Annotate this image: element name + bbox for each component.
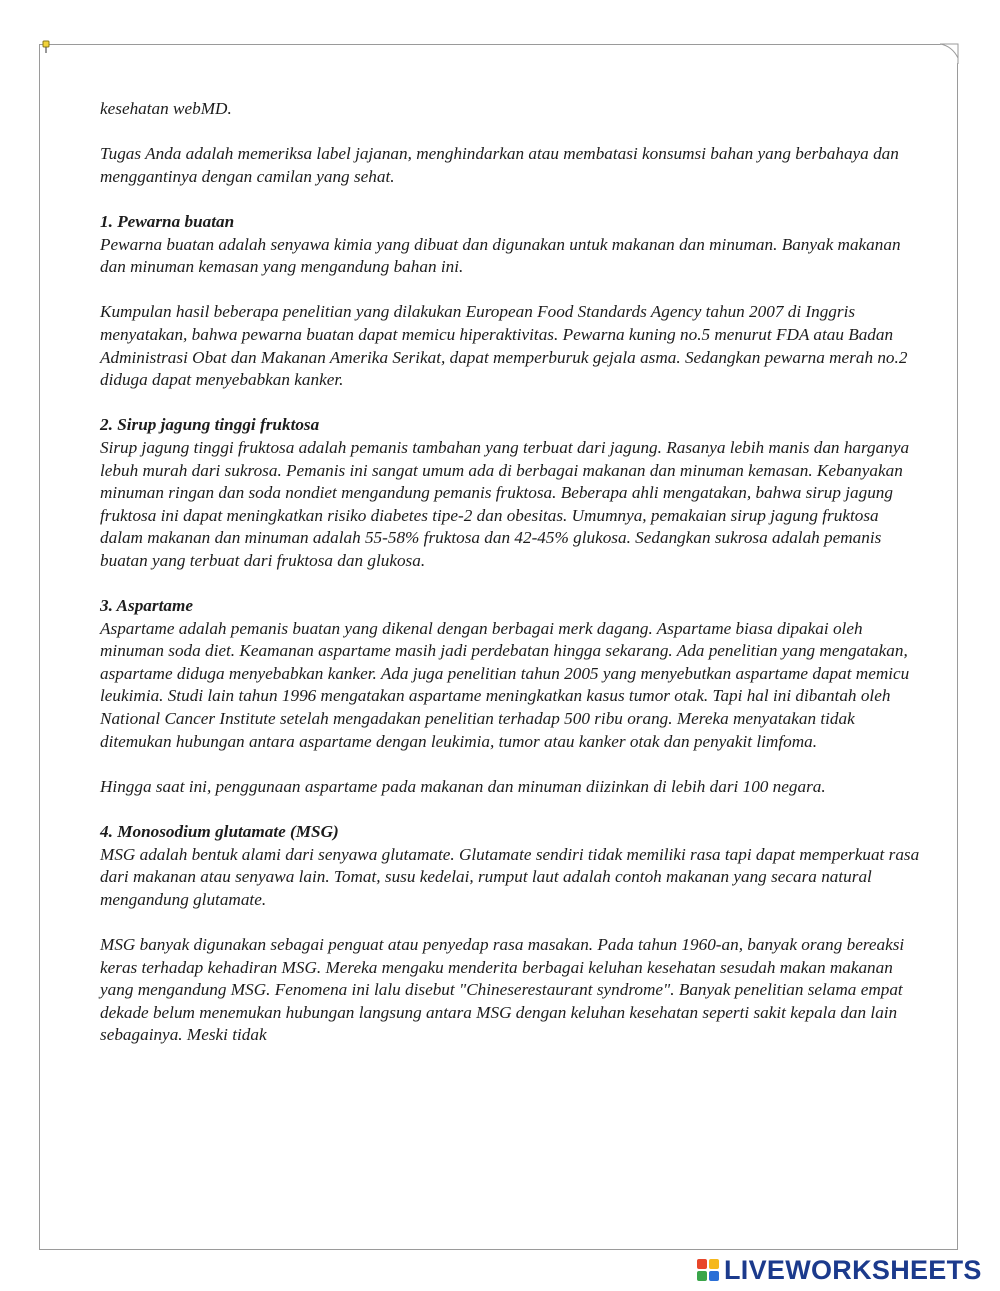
section-paragraph: MSG banyak digunakan sebagai penguat atau penyedap rasa masakan. Pada tahun 1960-an, banyak orang bereaksi keras terhadap kehadiran MSG. Mereka mengaku menderita berbagai keluhan kesehatan sesudah makan makanan yang mengandung MSG. Fenomena ini lalu disebut "Chineserestaurant syndrome". Banyak penelitian selama empat dekade belum menemukan hubungan langsung antara MSG dengan keluhan kesehatan seperti sakit kepala dan lain sebagainya. Meski tidak	[100, 934, 905, 1045]
section-paragraph: Aspartame adalah pemanis buatan yang dikenal dengan berbagai merk dagang. Aspartame biasa dipakai oleh minuman soda diet. Keamanan aspartame masih jadi perdebatan hingga sekarang. Ada penelitian yang mengatakan, aspartame diduga menyebabkan kanker. Ada juga penelitian tahun 2005 yang menyebutkan aspartame dapat memicu leukimia. Studi lain tahun 1996 mengatakan aspartame meningkatkan kasus tumor otak. Tapi hal ini dibantah oleh National Cancer Institute setelah mengadakan penelitian terhadap 500 ribu orang. Mereka menyatakan tidak ditemukan hubungan antara aspartame dengan leukimia, tumor atau kanker otak dan penyakit limfoma.	[100, 618, 910, 751]
pin-icon	[41, 40, 51, 54]
document-body	[100, 98, 920, 1070]
logo-square	[709, 1271, 719, 1281]
task-paragraph: Tugas Anda adalah memeriksa label jajanan, menghindarkan atau membatasi konsumsi bahan yang berbahaya dan menggantinya dengan camilan yang sehat.	[100, 144, 899, 186]
section-paragraph: MSG adalah bentuk alami dari senyawa glutamate. Glutamate sendiri tidak memiliki rasa tapi dapat memperkuat rasa dari makanan atau senyawa lain. Tomat, susu kedelai, rumput laut adalah contoh makanan yang secara natural mengandung glutamate.	[100, 844, 920, 909]
logo-square	[697, 1271, 707, 1281]
section-corn-syrup	[100, 414, 920, 572]
logo-square	[709, 1259, 719, 1269]
intro-paragraph: kesehatan webMD.	[100, 99, 232, 118]
section-heading: 1. Pewarna buatan	[100, 211, 235, 231]
logo-text: LIVEWORKSHEETS	[724, 1255, 982, 1285]
section-heading: 4. Monosodium glutamate (MSG)	[100, 822, 339, 841]
section-paragraph: Sirup jagung tinggi fruktosa adalah pemanis tambahan yang terbuat dari jagung. Rasanya lebih manis dan harganya lebuh murah dari sukrosa. Pemanis ini sangat umum ada di berbagai makanan dan minuman kemasan. Kebanyakan minuman ringan dan soda nondiet mengandung pemanis fruktosa. Beberapa ahli mengatakan, bahwa sirup jagung fruktosa ini dapat meningkatkan risiko diabetes tipe-2 dan obesitas. Umumnya, pemakaian sirup jagung fruktosa dalam makanan dan minuman adalah 55-58% fruktosa dan 42-45% glukosa. Sedangkan sukrosa adalah pemanis buatan yang terbuat dari fruktosa dan glukosa.	[100, 437, 910, 570]
section-paragraph: Pewarna buatan adalah senyawa kimia yang dibuat dan digunakan untuk makanan dan minuman. Banyak makanan dan minuman kemasan yang mengandung bahan ini.	[100, 234, 901, 277]
section-paragraph: Hingga saat ini, penggunaan aspartame pada makanan dan minuman diizinkan di lebih dari 100 negara.	[100, 776, 826, 796]
logo-square	[697, 1259, 707, 1269]
section-aspartame	[100, 595, 920, 798]
logo-mark-icon	[696, 1258, 720, 1282]
section-heading: 2. Sirup jagung tinggi fruktosa	[100, 415, 320, 435]
section-artificial-colors	[100, 211, 920, 392]
section-paragraph: Kumpulan hasil beberapa penelitian yang dilakukan European Food Standards Agency tahun 2007 di Inggris menyatakan, bahwa pewarna buatan dapat memicu hiperaktivitas. Pewarna kuning no.5 menurut FDA atau Badan Administrasi Obat dan Makanan Amerika Serikat, dapat memperburuk gejala asma. Sedangkan pewarna merah no.2 diduga dapat menyebabkan kanker.	[100, 302, 908, 390]
liveworksheets-logo[interactable]	[696, 1256, 982, 1284]
page-corner-fold-icon	[940, 42, 962, 64]
section-msg	[100, 821, 920, 1047]
section-heading: 3. Aspartame	[100, 596, 193, 616]
